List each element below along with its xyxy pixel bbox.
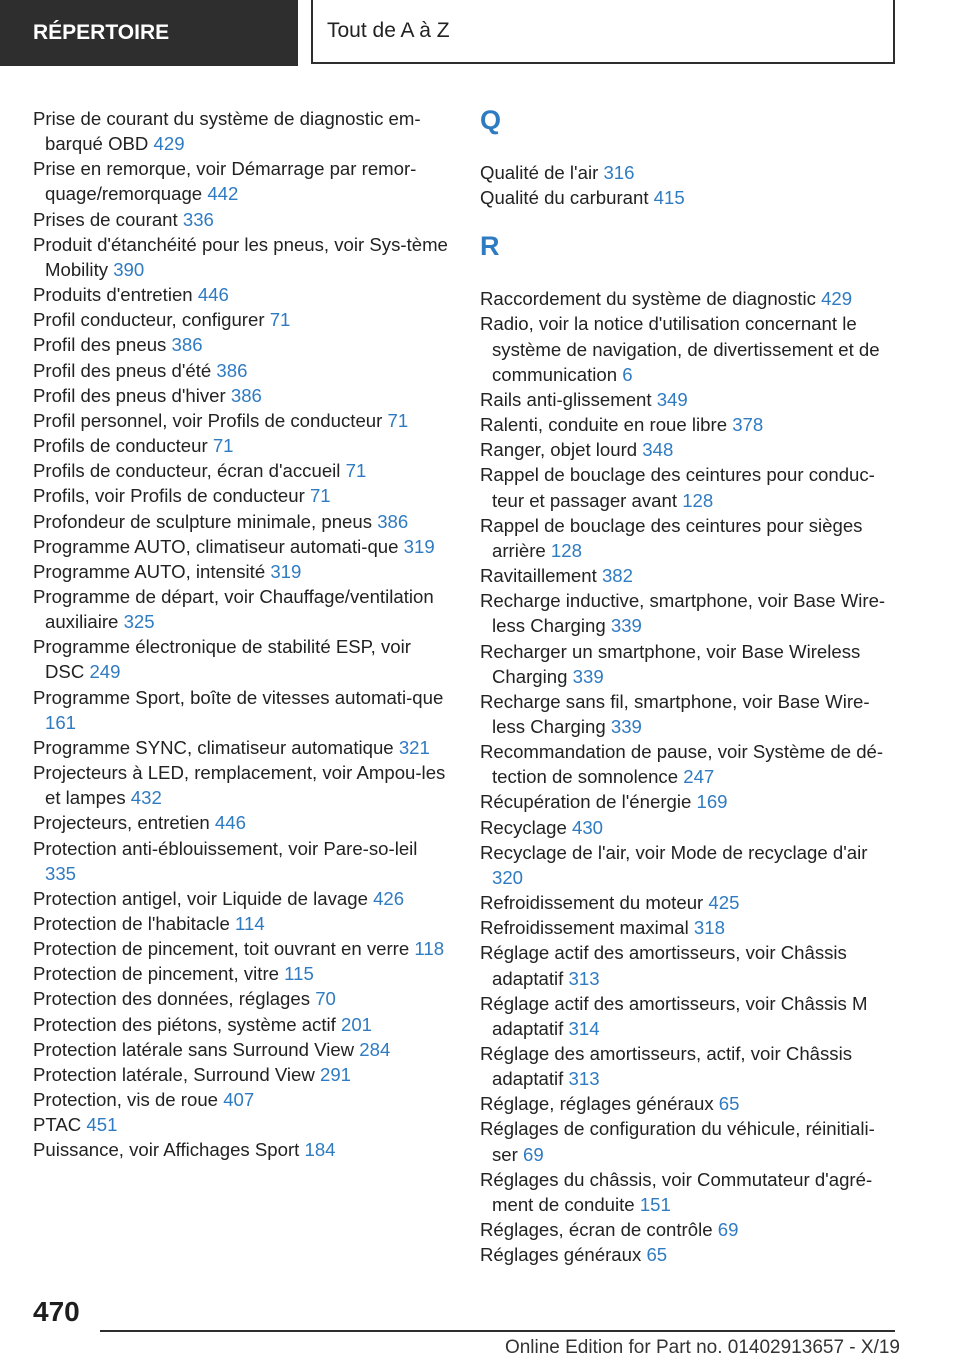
index-entry-text: Qualité de l'air bbox=[480, 162, 599, 183]
index-entry-text: Réglage actif des amortisseurs, voir Châssis M adaptatif bbox=[480, 992, 868, 1039]
page-reference-link[interactable]: 71 bbox=[309, 485, 331, 507]
page-reference-link[interactable]: 382 bbox=[601, 565, 633, 587]
page-reference-link[interactable]: 429 bbox=[153, 133, 185, 155]
index-entry-text: Prise de courant du système de diagnostic em-barqué OBD bbox=[33, 108, 421, 155]
index-entry bbox=[480, 1242, 900, 1267]
index-entry bbox=[480, 840, 900, 890]
page-reference-link[interactable]: 349 bbox=[656, 388, 688, 410]
index-entry-text: Programme électronique de stabilité ESP, voir DSC bbox=[33, 636, 411, 683]
index-entry-text: Recharger un smartphone, voir Base Wireless Charging bbox=[480, 640, 861, 687]
index-entry bbox=[33, 634, 453, 684]
index-column-right bbox=[480, 102, 900, 1267]
page-reference-link[interactable]: 284 bbox=[359, 1038, 391, 1060]
index-entry-text: Protection de l'habitacle bbox=[33, 913, 230, 934]
index-entry-text: Réglage actif des amortisseurs, voir Châssis adaptatif bbox=[480, 942, 847, 989]
page-reference-link[interactable]: 407 bbox=[223, 1089, 255, 1111]
index-entry-text: Profils de conducteur bbox=[33, 435, 208, 457]
index-entry bbox=[480, 437, 900, 462]
page-reference-link[interactable]: 161 bbox=[45, 711, 77, 733]
page-reference-link[interactable]: 320 bbox=[492, 866, 524, 888]
page-reference-link[interactable]: 249 bbox=[89, 661, 121, 683]
page-reference-link[interactable]: 70 bbox=[315, 988, 336, 1010]
index-entry-text: Programme de départ, voir Chauffage/ventilation auxiliaire bbox=[33, 585, 434, 633]
index-entry-text: Profil des pneus d'hiver bbox=[33, 384, 226, 406]
page-reference-link[interactable]: 426 bbox=[373, 887, 405, 909]
page-reference-link[interactable]: 319 bbox=[270, 560, 302, 582]
index-entry-text: Ravitaillement bbox=[480, 565, 597, 587]
index-entry-text: Ralenti, conduite en roue libre bbox=[480, 414, 728, 436]
index-entry bbox=[33, 156, 453, 206]
page-reference-link[interactable]: 325 bbox=[123, 611, 155, 633]
index-entry bbox=[33, 1087, 453, 1112]
page-reference-link[interactable]: 451 bbox=[86, 1114, 118, 1136]
index-entry bbox=[33, 936, 453, 961]
page-reference-link[interactable]: 425 bbox=[708, 892, 740, 914]
index-entry-text: Réglages de configuration du véhicule, réinitiali-ser bbox=[480, 1118, 875, 1165]
page-reference-link[interactable]: 386 bbox=[377, 510, 409, 532]
index-entry-text: Programme AUTO, intensité bbox=[33, 560, 266, 582]
index-entry bbox=[33, 408, 453, 433]
index-entry bbox=[480, 1217, 900, 1242]
index-entry bbox=[33, 433, 453, 458]
index-entry bbox=[480, 563, 900, 588]
page-reference-link[interactable]: 432 bbox=[130, 787, 162, 809]
section-letter-q: Q bbox=[480, 105, 502, 135]
section-letter-r: R bbox=[480, 231, 500, 262]
index-entry bbox=[480, 639, 900, 689]
page-reference-link[interactable]: 114 bbox=[235, 913, 265, 934]
index-entry bbox=[33, 735, 453, 760]
index-entry-text: Produits d'entretien bbox=[33, 284, 193, 306]
page-reference-link[interactable]: 314 bbox=[568, 1017, 600, 1039]
index-entry bbox=[480, 739, 900, 789]
index-entry-text: Protection des données, réglages bbox=[33, 988, 311, 1010]
index-entry-text: Puissance, voir Affichages Sport bbox=[33, 1139, 300, 1161]
index-entry-text: Rappel de bouclage des ceintures pour conduc-teur et passager avant bbox=[480, 464, 875, 511]
index-entry bbox=[480, 915, 900, 940]
index-entry-text: Produit d'étanchéité pour les pneus, voir Sys-tème Mobility bbox=[33, 233, 448, 280]
index-entry bbox=[480, 513, 900, 563]
page-reference-link[interactable]: 118 bbox=[414, 938, 445, 960]
index-entry-text: Projecteurs à LED, remplacement, voir Ampou-les et lampes bbox=[33, 762, 446, 809]
page-reference-link[interactable]: 415 bbox=[653, 187, 685, 209]
index-entry-text: Récupération de l'énergie bbox=[480, 791, 692, 813]
index-entry bbox=[33, 685, 453, 735]
index-entry-text: Profil des pneus bbox=[33, 334, 167, 356]
page-reference-link[interactable]: 386 bbox=[171, 334, 203, 356]
index-entry-text: Protection antigel, voir Liquide de lavage bbox=[33, 887, 368, 909]
page-reference-link[interactable]: 446 bbox=[214, 812, 246, 834]
index-entry bbox=[33, 760, 453, 810]
index-entry-text: Protection latérale, Surround View bbox=[33, 1063, 315, 1085]
index-column-left bbox=[33, 106, 453, 1163]
page-reference-link[interactable]: 184 bbox=[304, 1139, 336, 1161]
index-entry bbox=[480, 286, 900, 311]
index-entry-text: Radio, voir la notice d'utilisation concernant le système de navigation, de divertissement et de communication bbox=[480, 313, 880, 385]
page-reference-link[interactable]: 169 bbox=[696, 791, 728, 813]
index-entry bbox=[33, 534, 453, 559]
index-entry bbox=[33, 986, 453, 1011]
page-reference-link[interactable]: 128 bbox=[550, 539, 582, 561]
index-entry-text: Profil des pneus d'été bbox=[33, 359, 212, 381]
index-entry bbox=[33, 207, 453, 232]
page-reference-link[interactable]: 335 bbox=[45, 862, 77, 884]
index-entry-text: Réglages généraux bbox=[480, 1244, 642, 1266]
page-number: 470 bbox=[33, 1296, 80, 1327]
index-entry-text: Recommandation de pause, voir Système de dé-tection de somnolence bbox=[480, 741, 884, 788]
index-entry-text: Prise en remorque, voir Démarrage par remor-quage/remorquage bbox=[33, 158, 417, 205]
index-entry-text: Programme AUTO, climatiseur automati-que bbox=[33, 535, 399, 557]
index-entry-text: Profil personnel, voir Profils de conducteur bbox=[33, 409, 383, 431]
index-entry bbox=[33, 106, 453, 156]
index-entry bbox=[33, 1012, 453, 1037]
index-entry-text: Réglages, écran de contrôle bbox=[480, 1219, 713, 1241]
index-entry bbox=[480, 789, 900, 814]
page-reference-link[interactable]: 65 bbox=[646, 1244, 668, 1266]
index-entry-text: Programme Sport, boîte de vitesses automati-que bbox=[33, 686, 444, 708]
index-entry bbox=[480, 311, 900, 386]
index-entry bbox=[480, 588, 900, 638]
index-entry-text: Recharge sans fil, smartphone, voir Base Wire-less Charging bbox=[480, 690, 870, 737]
index-entry bbox=[33, 584, 453, 634]
page-reference-link[interactable]: 71 bbox=[345, 460, 367, 482]
footer-divider bbox=[100, 1330, 895, 1332]
page-reference-link[interactable]: 386 bbox=[230, 384, 262, 406]
index-entry-text: Rails anti-glissement bbox=[480, 388, 652, 410]
footer-edition: Online Edition for Part no. 01402913657 - X/19 bbox=[504, 1337, 900, 1358]
page-reference-link[interactable]: 6 bbox=[622, 363, 633, 385]
index-entry-text: Réglages du châssis, voir Commutateur d'agré-ment de conduite bbox=[480, 1168, 873, 1215]
page-reference-link[interactable]: 390 bbox=[113, 258, 145, 280]
index-entry bbox=[33, 836, 453, 886]
page-reference-link[interactable]: 319 bbox=[403, 535, 435, 557]
index-entry bbox=[33, 886, 453, 911]
index-entry bbox=[480, 1091, 900, 1116]
section-r-entries bbox=[480, 286, 900, 1267]
page-reference-link[interactable]: 386 bbox=[216, 359, 248, 381]
index-entry bbox=[33, 282, 453, 307]
page-reference-link[interactable]: 430 bbox=[572, 816, 604, 838]
page-reference-link[interactable]: 69 bbox=[523, 1143, 544, 1165]
index-entry-text: Refroidissement maximal bbox=[480, 917, 689, 939]
page-reference-link[interactable]: 316 bbox=[603, 162, 635, 183]
index-entry-text: Profils de conducteur, écran d'accueil bbox=[33, 460, 341, 482]
index-entry bbox=[480, 815, 900, 840]
index-entry-text: Prises de courant bbox=[33, 208, 178, 230]
index-entry-text: PTAC bbox=[33, 1114, 82, 1136]
index-entry bbox=[480, 412, 900, 437]
page-reference-link[interactable]: 71 bbox=[212, 435, 234, 457]
index-entry-text: Programme SYNC, climatiseur automatique bbox=[33, 736, 394, 758]
index-entry-text: Protection latérale sans Surround View bbox=[33, 1038, 355, 1060]
index-entry-text: Raccordement du système de diagnostic bbox=[480, 288, 816, 310]
index-entry bbox=[33, 458, 453, 483]
page-reference-link[interactable]: 339 bbox=[610, 715, 642, 737]
index-entry bbox=[480, 890, 900, 915]
index-entry-text: Protection de pincement, vitre bbox=[33, 963, 279, 985]
index-entry-text: Projecteurs, entretien bbox=[33, 812, 210, 834]
index-entry bbox=[480, 160, 900, 185]
index-entry bbox=[33, 1137, 453, 1162]
section-q-entries bbox=[480, 160, 900, 210]
page-reference-link[interactable]: 247 bbox=[683, 766, 715, 788]
index-entry bbox=[480, 689, 900, 739]
page-reference-link[interactable]: 378 bbox=[732, 414, 764, 436]
index-entry bbox=[33, 1112, 453, 1137]
index-entry-text: Refroidissement du moteur bbox=[480, 892, 704, 914]
page-reference-link[interactable]: 65 bbox=[718, 1093, 740, 1115]
page-reference-link[interactable]: 321 bbox=[398, 736, 430, 758]
index-entry bbox=[33, 1037, 453, 1062]
page-reference-link[interactable]: 128 bbox=[682, 489, 714, 511]
index-entry-text: Profil conducteur, configurer bbox=[33, 309, 265, 331]
index-entry-text: Recyclage bbox=[480, 816, 567, 838]
section-tab: RÉPERTOIRE bbox=[0, 0, 298, 66]
index-entry bbox=[480, 462, 900, 512]
index-entry-text: Recharge inductive, smartphone, voir Base Wire-less Charging bbox=[480, 590, 886, 637]
header-title: Tout de A à Z bbox=[311, 0, 895, 64]
index-entry-text: Protection anti-éblouissement, voir Pare-so-leil bbox=[33, 837, 418, 859]
index-entry-text: Ranger, objet lourd bbox=[480, 439, 638, 461]
index-entry-text: Protection de pincement, toit ouvrant en verre bbox=[33, 938, 410, 960]
page-reference-link[interactable]: 348 bbox=[642, 439, 674, 461]
index-entry bbox=[33, 307, 453, 332]
page-reference-link[interactable]: 339 bbox=[572, 665, 604, 687]
index-entry bbox=[480, 185, 900, 210]
index-entry-text: Profils, voir Profils de conducteur bbox=[33, 485, 305, 507]
index-entry bbox=[33, 358, 453, 383]
index-entry bbox=[33, 810, 453, 835]
page-reference-link[interactable]: 151 bbox=[639, 1193, 671, 1215]
index-entry bbox=[33, 509, 453, 534]
index-entry bbox=[480, 991, 900, 1041]
page-reference-link[interactable]: 115 bbox=[284, 963, 314, 985]
index-entry bbox=[480, 940, 900, 990]
page-reference-link[interactable]: 446 bbox=[197, 284, 229, 306]
index-entry-text: Rappel de bouclage des ceintures pour sièges arrière bbox=[480, 514, 863, 561]
page-reference-link[interactable]: 71 bbox=[269, 309, 291, 331]
index-entry bbox=[480, 1167, 900, 1217]
page-reference-link[interactable]: 69 bbox=[717, 1219, 739, 1241]
index-entry-text: Qualité du carburant bbox=[480, 187, 649, 209]
index-entry-text: Profondeur de sculpture minimale, pneus bbox=[33, 510, 373, 532]
index-entry bbox=[480, 1116, 900, 1166]
page-reference-link[interactable]: 71 bbox=[387, 409, 409, 431]
index-entry-text: Réglage des amortisseurs, actif, voir Châssis adaptatif bbox=[480, 1043, 853, 1090]
page-reference-link[interactable]: 336 bbox=[182, 208, 214, 230]
index-entry bbox=[33, 911, 453, 936]
page-reference-link[interactable]: 201 bbox=[340, 1013, 373, 1035]
index-entry bbox=[480, 1041, 900, 1091]
page-reference-link[interactable]: 313 bbox=[568, 967, 600, 989]
page-reference-link[interactable]: 339 bbox=[610, 615, 642, 637]
index-entry-text: Protection, vis de roue bbox=[33, 1089, 219, 1111]
page-reference-link[interactable]: 291 bbox=[320, 1063, 352, 1085]
index-entry-text: Protection des piétons, système actif bbox=[33, 1013, 336, 1035]
page-reference-link[interactable]: 313 bbox=[568, 1068, 600, 1090]
page-reference-link[interactable]: 442 bbox=[207, 183, 239, 205]
index-entry bbox=[33, 1062, 453, 1087]
page-reference-link[interactable]: 429 bbox=[821, 288, 853, 310]
index-entry bbox=[33, 483, 453, 508]
index-entry bbox=[33, 332, 453, 357]
index-entry bbox=[33, 961, 453, 986]
index-entry bbox=[33, 559, 453, 584]
page-header bbox=[0, 0, 960, 66]
index-entry-text: Réglage, réglages généraux bbox=[480, 1093, 714, 1115]
index-entry bbox=[33, 383, 453, 408]
index-entry bbox=[33, 232, 453, 282]
index-entry bbox=[480, 387, 900, 412]
index-entry-text: Recyclage de l'air, voir Mode de recyclage d'air bbox=[480, 841, 868, 863]
page-reference-link[interactable]: 318 bbox=[693, 917, 725, 939]
